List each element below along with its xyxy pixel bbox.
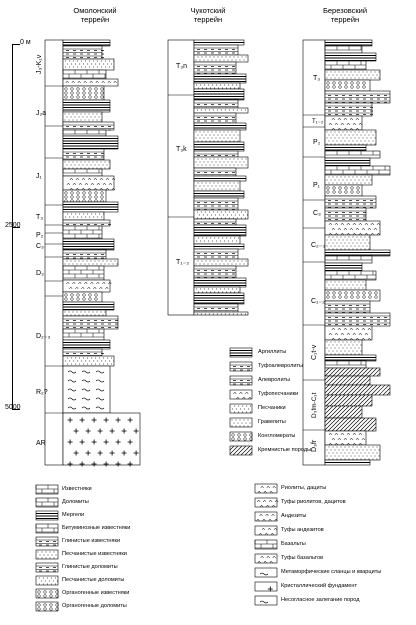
legend-mid-2: Алевролиты — [258, 377, 291, 383]
berezovka-layer-30 — [325, 355, 376, 361]
legend-left-7: Песчанистые доломиты — [62, 577, 125, 583]
chukotka-layer-20 — [194, 210, 248, 219]
berezovka-layer-40 — [325, 460, 370, 465]
berezovka-layer-33 — [325, 376, 370, 385]
berezovka-layer-3 — [325, 61, 366, 70]
legend-left-swatch-8 — [36, 589, 58, 598]
berezovka-unit-c12: C₁₋₂ — [311, 298, 325, 305]
legend-mid-7: Кремнистые породы — [258, 447, 312, 453]
berezovka-layer-9 — [325, 130, 376, 145]
legend-left-swatch-2 — [36, 511, 58, 520]
berezovka-layer-36 — [325, 406, 362, 418]
berezovka-layer-7 — [325, 103, 373, 116]
berezovka-unit-t3: T₃ — [313, 75, 321, 82]
omolon-layer-28 — [63, 316, 118, 329]
berezovka-layer-20 — [325, 250, 390, 256]
berezovka-layer-14 — [325, 175, 372, 185]
chukotka-layer-6 — [194, 89, 244, 100]
berezovka-layer-18 — [325, 221, 380, 235]
legend-right-swatch-1 — [255, 498, 278, 507]
legend-right-swatch-0 — [255, 484, 277, 493]
omolon-layer-0 — [63, 40, 110, 46]
berezovka-unit-d3fm: D₃fm-C₁t — [311, 392, 318, 418]
chukotka-layer-21 — [194, 219, 236, 225]
omolon-layer-metamorphic — [63, 366, 110, 413]
legend-mid-swatch-1 — [230, 362, 252, 371]
berezovka-layer-25 — [325, 290, 380, 301]
chukotka-layer-18 — [194, 191, 244, 198]
chukotka-title-line1: Чукотский — [190, 6, 226, 15]
legend-right-2: Андезиты — [281, 513, 307, 519]
omolon-layer-2 — [63, 59, 114, 70]
berezovka-title-line1: Березовский — [322, 6, 368, 15]
omolon-layer-16 — [63, 202, 118, 212]
omolon-layer-22 — [63, 259, 118, 266]
omolon-unit-c3: C₃ — [36, 243, 44, 250]
omolon-layer-14 — [63, 176, 115, 190]
omolon-layer-25 — [63, 292, 102, 302]
depth-label-2500: 2500 — [5, 222, 21, 229]
berezovka-layer-11 — [325, 151, 380, 158]
chukotka-layer-31 — [194, 304, 238, 312]
berezovka-layer-13 — [325, 166, 390, 175]
berezovka-layer-34 — [325, 385, 390, 395]
omolon-unit-j3k1v: J₃-K₁v — [36, 54, 43, 74]
berezovka-unit-p2: P₂ — [313, 139, 321, 146]
legend-left-swatch-1 — [36, 498, 58, 507]
omolon-layer-23 — [63, 266, 104, 280]
berezovka-layer-37 — [325, 418, 376, 431]
berezovka-unit-d3fr: D₃fr — [311, 439, 318, 452]
berezovka-layer-39 — [325, 445, 380, 460]
legend-right-swatch-6 — [255, 568, 277, 577]
legend-left-swatch-5 — [36, 550, 58, 559]
chukotka-layer-3 — [194, 62, 236, 74]
omolon-layer-3 — [63, 70, 106, 79]
omolon-layer-18 — [63, 220, 111, 226]
berezovka-layer-24 — [325, 280, 366, 290]
omolon-unit-p2: P₂ — [36, 232, 44, 239]
legend-mid-5: Гравелиты — [258, 419, 286, 425]
omolon-layer-11 — [63, 149, 104, 161]
berezovka-layer-35 — [325, 395, 372, 406]
chukotka-layer-9 — [194, 113, 236, 123]
berezovka-layer-28 — [325, 326, 372, 340]
legend-mid-swatch-4 — [230, 404, 252, 413]
omolon-unit-j1: J₁ — [36, 173, 42, 180]
legend-mid-1: Туфоалевролиты — [258, 363, 304, 369]
chukotka-layer-12 — [194, 142, 244, 151]
legend-left-swatch-6 — [36, 563, 58, 572]
berezovka-layer-10 — [325, 145, 366, 151]
omolon-layer-15 — [63, 190, 106, 202]
chukotka-unit-t3k: T₃k — [176, 146, 187, 153]
chukotka-layer-23 — [194, 236, 240, 244]
berezovka-layer-0 — [325, 40, 372, 46]
berezovka-unit-c3: C₃ — [313, 210, 321, 217]
berezovka-layer-16 — [325, 196, 376, 208]
legend-left-swatch-3 — [36, 524, 58, 533]
omolon-layer-21 — [63, 250, 106, 259]
omolon-layer-20 — [63, 239, 114, 250]
chukotka-layer-16 — [194, 176, 246, 181]
berezovka-layer-38 — [325, 431, 366, 445]
berezovka-unit-c23: C₂₋₃ — [311, 242, 326, 249]
legend-right-3: Туфы андезитов — [281, 527, 324, 533]
legend-right-6: Метаморфические сланцы и кварциты — [281, 569, 382, 575]
chukotka-layer-32 — [194, 312, 248, 315]
berezovka-layer-23 — [325, 271, 376, 280]
chukotka-layer-26 — [194, 259, 248, 266]
berezovka-layer-1 — [325, 46, 362, 53]
berezovka-layer-17 — [325, 208, 366, 221]
legend-right-4: Базальты — [281, 541, 306, 547]
omolon-unit-column — [45, 40, 63, 465]
omolon-layer-7 — [63, 112, 102, 122]
omolon-title-line1: Омолонский — [73, 6, 117, 15]
omolon-layer-6 — [63, 100, 110, 112]
legend-left-swatch-9 — [36, 602, 58, 611]
chukotka-layer-30 — [194, 293, 244, 304]
legend-left-2: Мергели — [62, 512, 85, 518]
omolon-unit-r2: R₂? — [36, 389, 48, 396]
chukotka-layer-11 — [194, 130, 240, 142]
berezovka-unit-t12: T₁₋₂ — [312, 119, 324, 125]
chukotka-unit-t3n: T₃n — [176, 63, 188, 70]
berezovka-layer-27 — [325, 313, 390, 326]
legend-left-5: Песчанистые известняки — [62, 551, 127, 557]
legend-mid-4: Песчаники — [258, 405, 286, 411]
omolon-unit-j2a: J₂a — [36, 110, 47, 117]
omolon-layer-10 — [63, 136, 118, 149]
omolon-layer-17 — [63, 212, 104, 220]
omolon-layer-5 — [63, 86, 104, 100]
omolon-unit-d23: D₂₋₃ — [36, 333, 51, 340]
legend-right-8: Несогласное залегание пород — [281, 597, 360, 603]
omolon-layer-1 — [63, 46, 104, 59]
legend-right-swatch-7 — [255, 582, 277, 592]
legend-mid-swatch-5 — [230, 418, 252, 427]
legend-left-0: Известняки — [62, 486, 92, 492]
chukotka-layer-13 — [194, 151, 238, 157]
chukotka-layer-17 — [194, 181, 240, 191]
chukotka-layer-19 — [194, 198, 238, 210]
legend-right-7: Кристаллический фундамент — [281, 583, 358, 589]
chukotka-layer-24 — [194, 244, 244, 249]
legend-right-swatch-4 — [255, 540, 277, 549]
legend-left-3: Битуминозные известняки — [62, 525, 131, 531]
chukotka-layer-29 — [194, 287, 240, 293]
omolon-layer-29 — [63, 329, 104, 340]
legend-left-swatch-7 — [36, 576, 58, 585]
legend-left-9: Органогенные доломиты — [62, 603, 127, 609]
chukotka-layer-2 — [194, 55, 248, 62]
berezovka-layer-6 — [325, 91, 390, 103]
legend-mid-3: Туфопесчаники — [258, 391, 299, 397]
legend-mid-swatch-7 — [230, 446, 252, 455]
legend-left-swatch-4 — [36, 537, 58, 546]
berezovka-layer-32 — [325, 368, 380, 376]
berezovka-layer-8 — [325, 116, 362, 130]
chukotka-layer-27 — [194, 266, 236, 278]
omolon-layer-12 — [63, 160, 110, 169]
omolon-layer-8 — [63, 122, 114, 130]
berezovka-layer-5 — [325, 80, 370, 91]
chukotka-layer-14 — [194, 157, 248, 168]
omolon-layer-9 — [63, 130, 106, 136]
omolon-title-line2: террейн — [80, 15, 110, 24]
chukotka-layer-7 — [194, 100, 238, 108]
berezovka-layer-15 — [325, 185, 362, 196]
legend-mid-6: Конгломераты — [258, 433, 296, 439]
legend-left-1: Доломиты — [62, 499, 89, 505]
chukotka-layer-22 — [194, 225, 246, 236]
legend-right-5: Туфы базальтов — [281, 555, 324, 561]
berezovka-layer-4 — [325, 70, 380, 80]
legend-mid-swatch-3 — [230, 390, 252, 399]
legend-left-4: Глинистые известняки — [62, 538, 121, 544]
omolon-layer-27 — [63, 310, 106, 316]
legend-mid-swatch-2 — [230, 376, 252, 385]
legend-mid-swatch-0 — [230, 348, 252, 357]
chukotka-layer-15 — [194, 168, 236, 176]
berezovka-unit-p1: P₁ — [313, 182, 321, 189]
omolon-unit-t3: T₃ — [36, 214, 44, 221]
berezovka-layer-26 — [325, 301, 370, 313]
omolon-unit-ar: AR — [36, 440, 46, 447]
legend-mid-0: Аргиллиты — [258, 349, 287, 355]
legend-left-swatch-0 — [36, 485, 58, 494]
berezovka-layer-12 — [325, 158, 370, 166]
omolon-layer-24 — [63, 280, 111, 292]
chukotka-layer-8 — [194, 108, 248, 113]
depth-label-0: 0 м — [20, 39, 31, 46]
berezovka-layer-21 — [325, 256, 372, 263]
chukotka-layer-5 — [194, 83, 240, 89]
chukotka-layer-10 — [194, 123, 246, 130]
legend-right-swatch-5 — [255, 554, 277, 563]
chukotka-unit-column — [168, 40, 194, 315]
legend-left-6: Глинистые доломиты — [62, 564, 118, 570]
omolon-layer-32 — [63, 356, 114, 366]
chukotka-layer-25 — [194, 249, 238, 259]
berezovka-layer-29 — [325, 340, 362, 355]
omolon-layer-26 — [63, 302, 114, 310]
chukotka-layer-0 — [194, 40, 244, 45]
legend-left-8: Органогенные известняки — [62, 590, 130, 596]
chukotka-layer-28 — [194, 278, 246, 287]
berezovka-layer-31 — [325, 361, 366, 368]
omolon-layer-basement — [63, 413, 140, 467]
berezovka-layer-22 — [325, 263, 362, 271]
berezovka-unit-c1tv: C₁t-v — [311, 344, 318, 360]
chukotka-layer-1 — [194, 45, 238, 55]
omolon-unit-d3: D₃ — [36, 270, 44, 277]
omolon-layer-30 — [63, 340, 110, 349]
legend-right-swatch-8 — [255, 596, 277, 605]
omolon-layer-13 — [63, 169, 102, 176]
chukotka-unit-t12: T₁₋₂ — [176, 259, 190, 266]
chukotka-layer-4 — [194, 74, 246, 83]
berezovka-title-line2: террейн — [330, 15, 360, 24]
berezovka-layer-19 — [325, 235, 370, 250]
legend-mid-swatch-6 — [230, 432, 252, 441]
depth-label-5000: 5000 — [5, 404, 21, 411]
legend-right-swatch-3 — [255, 526, 277, 535]
chukotka-title-line2: террейн — [193, 15, 223, 24]
legend-right-swatch-2 — [255, 512, 278, 521]
omolon-layer-19 — [63, 226, 102, 239]
legend-right-0: Риолиты, дациты — [281, 485, 327, 491]
omolon-layer-4 — [63, 79, 118, 86]
legend-right-1: Туфы риолитов, дацитов — [281, 499, 346, 505]
berezovka-layer-2 — [325, 53, 376, 61]
